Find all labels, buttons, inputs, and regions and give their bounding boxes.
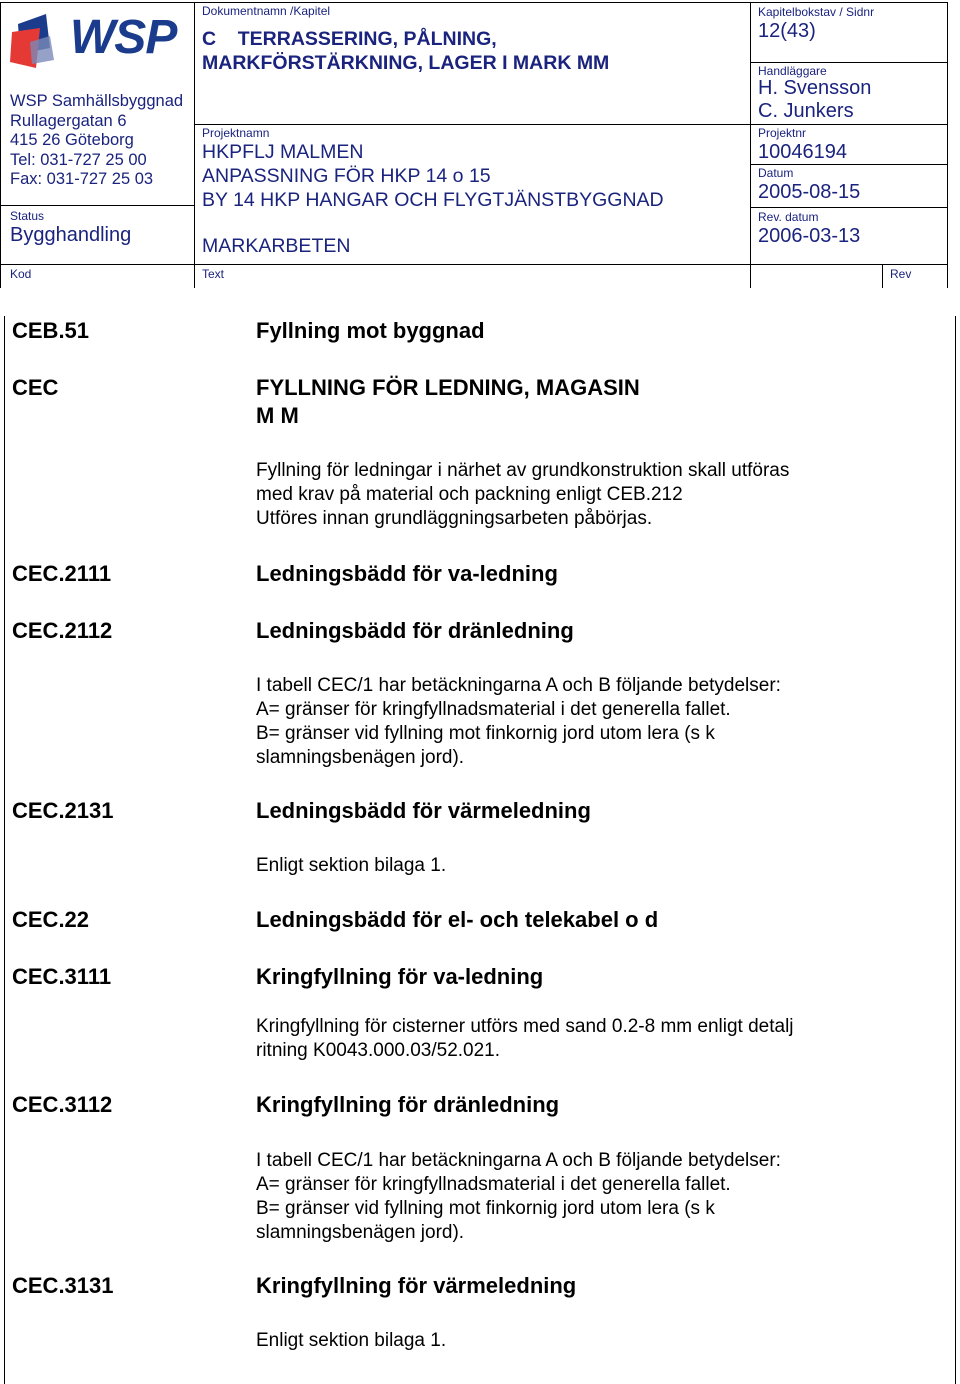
company-fax: Fax: 031-727 25 03 (10, 170, 154, 188)
page-number: 12(43) (758, 20, 816, 42)
section-code: CEC (12, 375, 59, 400)
section-heading: Fyllning mot byggnad (256, 318, 485, 343)
paragraph-line: I tabell CEC/1 har betäckningarna A och B följande betydelser: (256, 1150, 781, 1171)
handler-1: H. Svensson (758, 77, 872, 99)
revdate-label: Rev. datum (758, 210, 819, 224)
paragraph-bilaga-1: Enligt sektion bilaga 1. (256, 855, 447, 876)
section-code: CEC.2131 (12, 798, 114, 823)
date-label: Datum (758, 166, 794, 180)
section-code: CEC.3111 (12, 964, 112, 989)
section-heading-line-2: M M (256, 403, 299, 428)
section-code: CEC.2111 (12, 561, 112, 586)
paragraph-line: Utföres innan grundläggningsarbeten påbörjas. (256, 508, 653, 529)
doc-title-line-1: C TERRASSERING, PÅLNING, (202, 28, 497, 50)
project-line-2: ANPASSNING FÖR HKP 14 o 15 (202, 165, 491, 187)
section-heading: Kringfyllning för dränledning (256, 1092, 560, 1117)
project-line-3: BY 14 HKP HANGAR OCH FLYGTJÄNSTBYGGNAD (202, 189, 664, 211)
section-heading: Kringfyllning för va-ledning (256, 964, 544, 989)
page-label: Kapitelbokstav / Sidnr (758, 5, 875, 19)
paragraph-table-note-2 (256, 1149, 781, 1245)
section-heading: Ledningsbädd för el- och telekabel o d (256, 907, 659, 932)
section-heading: Ledningsbädd för dränledning (256, 618, 574, 643)
section-code: CEC.3112 (12, 1092, 113, 1117)
paragraph-cec-intro (256, 459, 789, 531)
paragraph-line: B= gränser vid fyllning mot finkornig jord utom lera (s k (256, 723, 715, 744)
company-address (10, 92, 183, 190)
status-value: Bygghandling (10, 224, 132, 246)
wsp-logo-icon (10, 12, 74, 70)
paragraph-line: A= gränser för kringfyllnadsmaterial i det generella fallet. (256, 1174, 731, 1195)
projnr-label: Projektnr (758, 126, 807, 140)
status-label: Status (10, 209, 45, 223)
section-heading: Ledningsbädd för värmeledning (256, 798, 591, 823)
section-heading: FYLLNING FÖR LEDNING, MAGASIN (256, 375, 640, 400)
section-heading: Kringfyllning för värmeledning (256, 1273, 577, 1298)
company-street: Rullagergatan 6 (10, 111, 127, 130)
section-code: CEC.2112 (12, 618, 113, 643)
paragraph-line: slamningsbenägen jord). (256, 747, 465, 768)
paragraph-line: B= gränser vid fyllning mot finkornig jord utom lera (s k (256, 1198, 715, 1219)
company-logo (10, 12, 180, 72)
section-code: CEC.3131 (12, 1273, 114, 1298)
handler-2: C. Junkers (758, 100, 854, 122)
paragraph-line: med krav på material och packning enligt CEB.212 (256, 484, 683, 505)
section-code: CEB.51 (12, 318, 90, 343)
paragraph-bilaga-2: Enligt sektion bilaga 1. (256, 1330, 447, 1351)
project-name (202, 140, 664, 212)
col-text: Text (202, 267, 225, 281)
project-sub: MARKARBETEN (202, 235, 351, 257)
paragraph-line: ritning K0043.000.03/52.021. (256, 1040, 501, 1061)
paragraph-line: I tabell CEC/1 har betäckningarna A och B följande betydelser: (256, 675, 781, 696)
projnr-value: 10046194 (758, 141, 847, 163)
company-phone: Tel: 031-727 25 00 (10, 150, 147, 169)
col-rev: Rev (890, 267, 912, 281)
logo-text: WSP (70, 11, 177, 64)
date-value: 2005-08-15 (758, 181, 861, 203)
doc-label: Dokumentnamn /Kapitel (202, 4, 331, 18)
paragraph-table-note-1 (256, 674, 781, 770)
project-line-1: HKPFLJ MALMEN (202, 141, 364, 163)
paragraph-line: slamningsbenägen jord). (256, 1222, 465, 1243)
section-heading: Ledningsbädd för va-ledning (256, 561, 558, 586)
paragraph-line: Kringfyllning för cisterner utförs med sand 0.2-8 mm enligt detalj (256, 1016, 794, 1037)
doc-title-line-2: MARKFÖRSTÄRKNING, LAGER I MARK MM (202, 52, 610, 74)
paragraph-line: Fyllning för ledningar i närhet av grundkonstruktion skall utföras (256, 460, 790, 481)
col-kod: Kod (10, 267, 32, 281)
company-city: 415 26 Göteborg (10, 131, 134, 149)
company-name: WSP Samhällsbyggnad (10, 92, 184, 110)
revdate-value: 2006-03-13 (758, 225, 861, 247)
paragraph-cisterner (256, 1015, 794, 1063)
project-label: Projektnamn (202, 126, 270, 140)
paragraph-line: A= gränser för kringfyllnadsmaterial i det generella fallet. (256, 699, 731, 720)
handler-label: Handläggare (758, 64, 827, 78)
section-code: CEC.22 (12, 907, 90, 932)
